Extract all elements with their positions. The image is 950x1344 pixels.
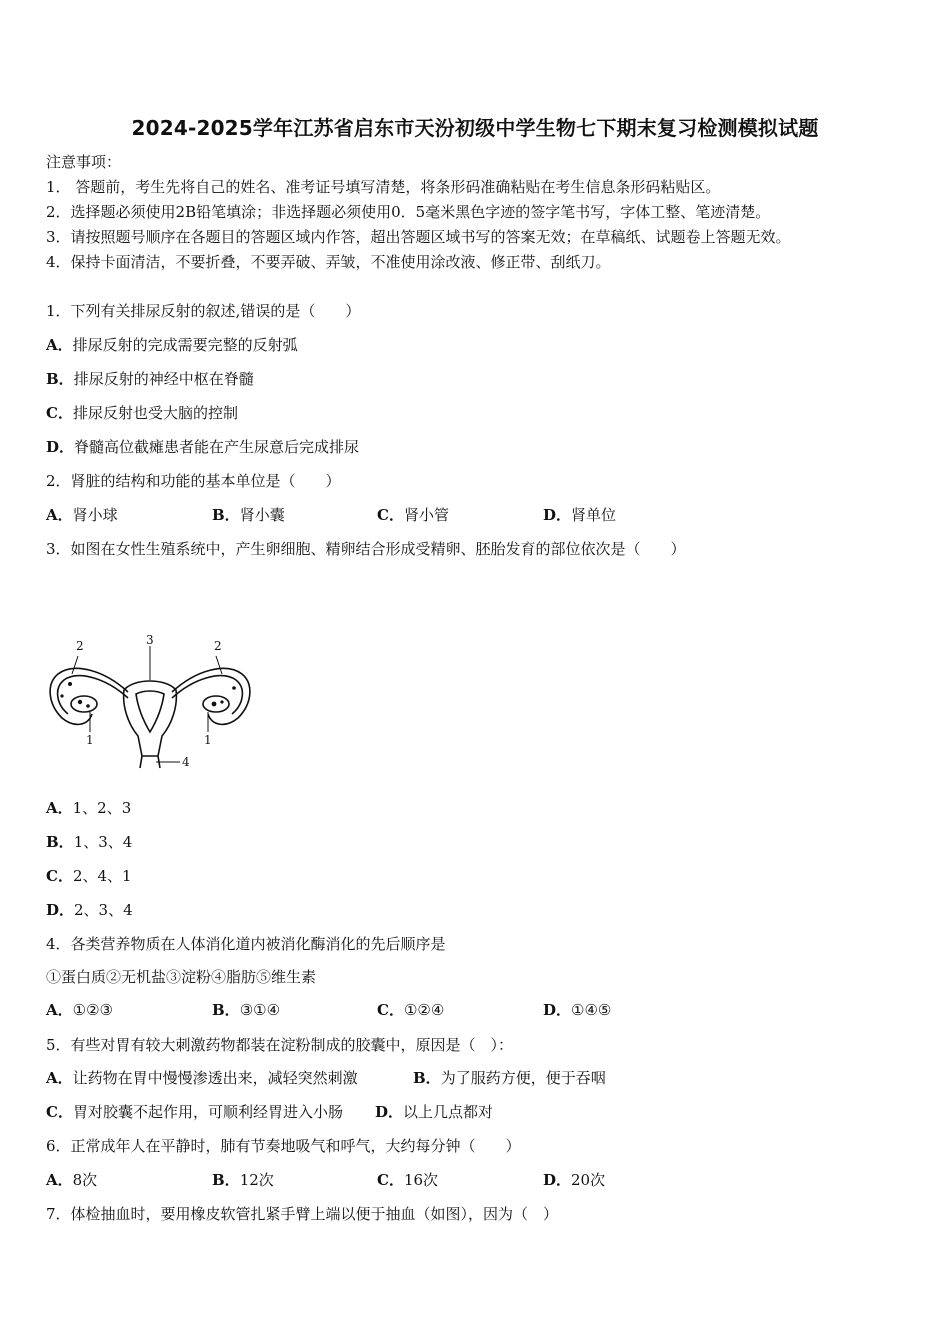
option-text: ③①④ xyxy=(239,1001,281,1019)
option-label: D． xyxy=(543,1171,572,1189)
option-label: D． xyxy=(543,506,572,524)
option-text: 2、3、4 xyxy=(74,901,133,919)
female-reproductive-system-figure xyxy=(44,632,256,770)
notice-item-2: 2．选择题必须使用2B铅笔填涂；非选择题必须使用0．5毫米黑色字迹的签字笔书写，字体工整、笔迹清楚。 xyxy=(46,203,771,221)
option-label: D． xyxy=(543,1001,572,1019)
notice-heading: 注意事项： xyxy=(46,153,122,171)
option-text: 16次 xyxy=(403,1171,439,1189)
q3-option-d xyxy=(46,900,133,920)
notice-item-4: 4．保持卡面清洁，不要折叠，不要弄破、弄皱，不准使用涂改液、修正带、刮纸刀。 xyxy=(46,253,611,271)
option-label: B． xyxy=(212,506,240,524)
option-text: 肾小管 xyxy=(403,506,449,524)
option-label: B． xyxy=(46,370,74,388)
page-title: 2024-2025学年江苏省启东市天汾初级中学生物七下期末复习检测模拟试题 xyxy=(131,116,819,140)
option-text: 1、3、4 xyxy=(73,833,133,851)
option-label: B． xyxy=(46,833,74,851)
figure-label-4: 4 xyxy=(182,755,190,769)
q3-option-b xyxy=(46,832,132,852)
option-text: 排尿反射的神经中枢在脊髓 xyxy=(73,370,254,388)
option-label: C． xyxy=(46,404,73,422)
q1-option-d xyxy=(46,437,359,457)
option-text: 排尿反射也受大脑的控制 xyxy=(72,404,238,422)
option-text: 12次 xyxy=(239,1171,274,1189)
option-text: 让药物在胃中慢慢渗透出来，减轻突然刺激 xyxy=(72,1069,358,1087)
figure-label-1-left: 1 xyxy=(86,733,94,747)
option-label: A． xyxy=(46,1171,73,1189)
option-label: C． xyxy=(377,1001,404,1019)
q2-option-b xyxy=(212,505,285,525)
q4-option-c xyxy=(377,1000,444,1020)
question-7-stem: 7．体检抽血时，要用橡皮软管扎紧手臂上端以便于抽血（如图），因为（ ） xyxy=(46,1205,559,1223)
option-text: ①②④ xyxy=(403,1001,445,1019)
option-text: 为了服药方便，便于吞咽 xyxy=(440,1069,606,1087)
option-text: ①④⑤ xyxy=(571,1001,612,1019)
option-label: B． xyxy=(212,1001,240,1019)
option-label: C． xyxy=(46,867,73,885)
option-text: 8次 xyxy=(72,1171,98,1189)
q6-option-d xyxy=(543,1170,605,1190)
q6-option-c xyxy=(377,1170,438,1190)
q1-option-c xyxy=(46,403,238,423)
q4-option-b xyxy=(212,1000,280,1020)
option-label: D． xyxy=(46,438,75,456)
option-text: 以上几点都对 xyxy=(403,1103,494,1121)
option-text: 20次 xyxy=(571,1171,606,1189)
option-label: D． xyxy=(46,901,75,919)
figure-label-1-right: 1 xyxy=(204,733,212,747)
q6-option-b xyxy=(212,1170,274,1190)
option-label: B． xyxy=(212,1171,240,1189)
option-label: A． xyxy=(46,506,73,524)
question-5-stem: 5．有些对胃有较大刺激药物都装在淀粉制成的胶囊中，原因是（ ）： xyxy=(46,1036,514,1054)
figure-label-2-left: 2 xyxy=(76,639,84,653)
option-label: B． xyxy=(413,1069,441,1087)
option-text: 胃对胶囊不起作用，可顺利经胃进入小肠 xyxy=(72,1103,343,1121)
q3-option-c xyxy=(46,866,132,886)
option-text: ①②③ xyxy=(72,1001,113,1019)
option-label: A． xyxy=(46,1069,73,1087)
q6-option-a xyxy=(46,1170,97,1190)
q5-option-c xyxy=(46,1102,343,1122)
figure-label-2-right: 2 xyxy=(214,639,222,653)
question-4-items: ①蛋白质②无机盐③淀粉④脂肪⑤维生素 xyxy=(46,968,317,986)
q5-option-a xyxy=(46,1068,358,1088)
q4-option-a xyxy=(46,1000,113,1020)
option-text: 肾小囊 xyxy=(239,506,285,524)
q3-option-a xyxy=(46,798,131,818)
question-2-stem: 2．肾脏的结构和功能的基本单位是（ ） xyxy=(46,472,341,490)
q2-option-d xyxy=(543,505,616,525)
q2-option-a xyxy=(46,505,118,525)
figure-label-3: 3 xyxy=(146,633,154,647)
option-label: A． xyxy=(46,799,73,817)
option-text: 肾单位 xyxy=(571,506,617,524)
q1-option-a xyxy=(46,335,298,355)
q4-option-d xyxy=(543,1000,611,1020)
option-label: D． xyxy=(375,1103,404,1121)
option-label: A． xyxy=(46,336,73,354)
question-4-stem: 4．各类营养物质在人体消化道内被消化酶消化的先后顺序是 xyxy=(46,935,446,953)
option-label: A． xyxy=(46,1001,73,1019)
option-label: C． xyxy=(377,506,404,524)
reproductive-diagram xyxy=(44,632,256,770)
option-text: 脊髓高位截瘫患者能在产生尿意后完成排尿 xyxy=(74,438,360,456)
q1-option-b xyxy=(46,369,254,389)
q5-option-d xyxy=(375,1102,493,1122)
q2-option-c xyxy=(377,505,449,525)
option-text: 2、4、1 xyxy=(72,867,132,885)
option-text: 1、2、3 xyxy=(72,799,132,817)
notice-item-3: 3．请按照题号顺序在各题目的答题区域内作答，超出答题区域书写的答案无效；在草稿纸、试题卷上答题无效。 xyxy=(46,228,791,246)
option-text: 肾小球 xyxy=(72,506,118,524)
question-3-stem: 3．如图在女性生殖系统中，产生卵细胞、精卵结合形成受精卵、胚胎发育的部位依次是（ ） xyxy=(46,540,686,558)
q5-option-b xyxy=(413,1068,606,1088)
option-label: C． xyxy=(46,1103,73,1121)
option-label: C． xyxy=(377,1171,404,1189)
notice-item-1: 1． 答题前，考生先将自己的姓名、准考证号填写清楚，将条形码准确粘贴在考生信息条形码粘贴区。 xyxy=(46,178,721,196)
option-text: 排尿反射的完成需要完整的反射弧 xyxy=(72,336,298,354)
question-6-stem: 6．正常成年人在平静时，肺有节奏地吸气和呼气，大约每分钟（ ） xyxy=(46,1137,521,1155)
question-1-stem: 1．下列有关排尿反射的叙述,错误的是（ ） xyxy=(46,302,361,320)
